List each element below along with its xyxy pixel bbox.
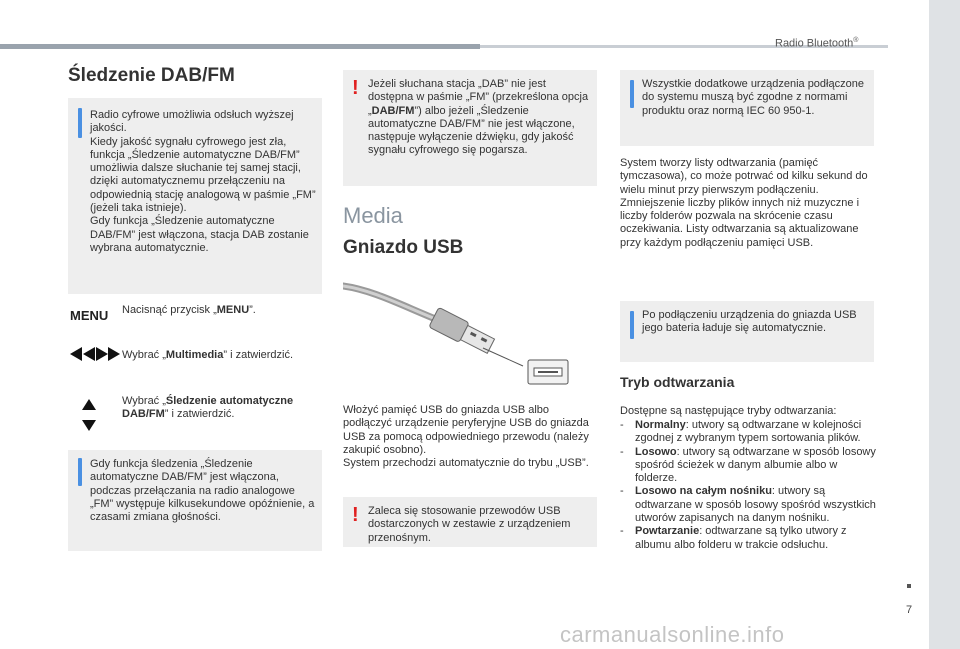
playback-mode-intro: Dostępne są następujące tryby odtwarzania: — [620, 405, 837, 417]
warning-text: ”) albo jeżeli „Śledzenie automatyczne DAB/FM” nie jest włączone, następuje wyłączenie dźwięku, gdy jakość sygnału cyfrowego się pogarsza. — [368, 104, 575, 157]
warning-text: Jeżeli słuchana stacja „DAB” nie jest dostępna w paśmie „FM” (przekreślona opcja „ — [368, 78, 589, 117]
warning-box-cables — [343, 497, 597, 547]
list-dash: - — [620, 419, 624, 431]
warning-box-dab-fm — [343, 70, 597, 186]
mode-name: Losowo — [635, 445, 677, 458]
list-dash: - — [620, 485, 624, 498]
step-text: ” i zatwierdzić. — [164, 408, 235, 421]
page-edge-strip — [929, 0, 960, 649]
mode-name: Powtarzanie — [635, 525, 700, 538]
list-dash: - — [620, 445, 624, 458]
page-number: 7 — [906, 604, 913, 616]
info-bar-icon — [78, 458, 82, 486]
exclamation-icon: ! — [352, 77, 359, 99]
usb-instructions: Włożyć pamięć USB do gniazda USB albo podłączyć urządzenie peryferyjne USB do gniazda USB za pomocą odpowiedniego przewodu (należy zakupić osobno). System przechodzi automatycznie do trybu „USB”. — [343, 404, 589, 470]
exclamation-icon: ! — [352, 504, 359, 526]
step-text: Wybrać „ — [122, 395, 166, 407]
info-box-standards — [620, 70, 874, 146]
list-dash: - — [620, 525, 624, 538]
step-keyword: Śledzenie automatyczne DAB/FM — [122, 395, 294, 421]
warning-keyword: DAB/FM — [371, 104, 415, 117]
media-heading: Media — [343, 203, 403, 228]
page-marker-dot — [907, 584, 911, 588]
watermark: carmanualsonline.info — [560, 622, 785, 647]
step-text: ” i zatwierdzić. — [223, 349, 294, 361]
info-box-switch-delay — [68, 450, 322, 551]
warning-box-text — [368, 78, 593, 158]
info-bar-icon — [78, 108, 82, 138]
playback-mode-heading: Tryb odtwarzania — [620, 374, 735, 390]
mode-description: : utwory są odtwarzane w sposób losowy spośród wszystkich utworów zapisanych na danym nośniku. — [635, 485, 876, 525]
step-press-menu — [122, 304, 322, 317]
section-title: Śledzenie DAB/FM — [68, 65, 235, 86]
running-header-title: Radio Bluetooth — [775, 37, 854, 50]
info-bar-icon — [630, 311, 634, 339]
list-item — [620, 419, 876, 446]
info-box-text: Gdy funkcja śledzenia „Śledzenie automatyczne DAB/FM” jest włączona, podczas przełączania na radio analogowe „FM” występuje kilkusekundowe opóźnienie, a czasami zmiana głośności. — [90, 458, 315, 524]
left-right-arrows-icon — [70, 347, 120, 361]
running-header — [775, 37, 858, 50]
mode-description: : utwory są odtwarzane w sposób losowy spośród ścieżek w danym albumie albo w folderze. — [635, 445, 876, 485]
step-text: Nacisnąć przycisk „ — [122, 304, 217, 316]
usb-heading: Gniazdo USB — [343, 237, 464, 258]
info-box-radio-quality — [68, 98, 322, 294]
step-keyword: MENU — [216, 304, 250, 316]
info-box-text: Wszystkie dodatkowe urządzenia podłączone do systemu muszą być zgodne z normami produktu oraz normą IEC 60 950-1. — [642, 78, 864, 117]
info-box-text: Radio cyfrowe umożliwia odsłuch wyższej jakości. Kiedy jakość sygnału cyfrowego jest zła, funkcja „Śledzenie automatyczne DAB/FM” umożliwia dalsze słuchanie tej samej stacji, dzięki automatycznemu przełączeniu na odpowiednią stację analogową w paśmie „FM” (jeżeli taka istnieje). Gdy funkcja „Śledzenie automatyczne DAB/FM” jest włączona, stacja DAB zostanie wybrana automatycznie. — [90, 109, 316, 254]
info-bar-icon — [630, 80, 634, 108]
usb-plug-illustration — [343, 268, 573, 398]
warning-box-text: Zaleca się stosowanie przewodów USB dostarczonych w zestawie z urządzeniem przenośnym. — [368, 505, 571, 544]
step-text: Wybrać „ — [122, 349, 166, 361]
info-box-text: Po podłączeniu urządzenia do gniazda USB jego bateria ładuje się automatycznie. — [642, 309, 857, 335]
menu-button-icon: MENU — [70, 308, 109, 323]
list-item — [620, 525, 876, 552]
mode-name: Losowo na całym nośniku — [635, 485, 772, 498]
list-item — [620, 446, 876, 486]
running-header-superscript: ® — [853, 37, 859, 44]
playback-mode-list — [620, 419, 876, 552]
up-down-arrows-icon — [82, 399, 96, 431]
step-select-tracking — [122, 395, 322, 422]
info-box-charging — [620, 301, 874, 362]
step-text: ”. — [249, 304, 256, 316]
header-rule-dark — [0, 44, 480, 49]
playlist-description: System tworzy listy odtwarzania (pamięć tymczasowa), co może potrwać od kilku sekund do wielu minut przy pierwszym podłączeniu. Zmniejszenie liczby plików innych niż muzyczne i liczby folderów pozwala na skrócenie czasu oczekiwania. Listy odtwarzania są aktualizowane przy każdym podłączeniu pamięci USB. — [620, 157, 868, 249]
mode-name: Normalny — [635, 419, 686, 431]
step-select-multimedia — [122, 349, 322, 362]
step-keyword: Multimedia — [165, 349, 224, 361]
list-item — [620, 485, 876, 525]
mode-description: : odtwarzane są tylko utwory z albumu albo folderu w trakcie odsłuchu. — [635, 525, 847, 551]
mode-description: : utwory są odtwarzane w kolejności zgodnej z wybranym typem sortowania plików. — [635, 419, 862, 445]
